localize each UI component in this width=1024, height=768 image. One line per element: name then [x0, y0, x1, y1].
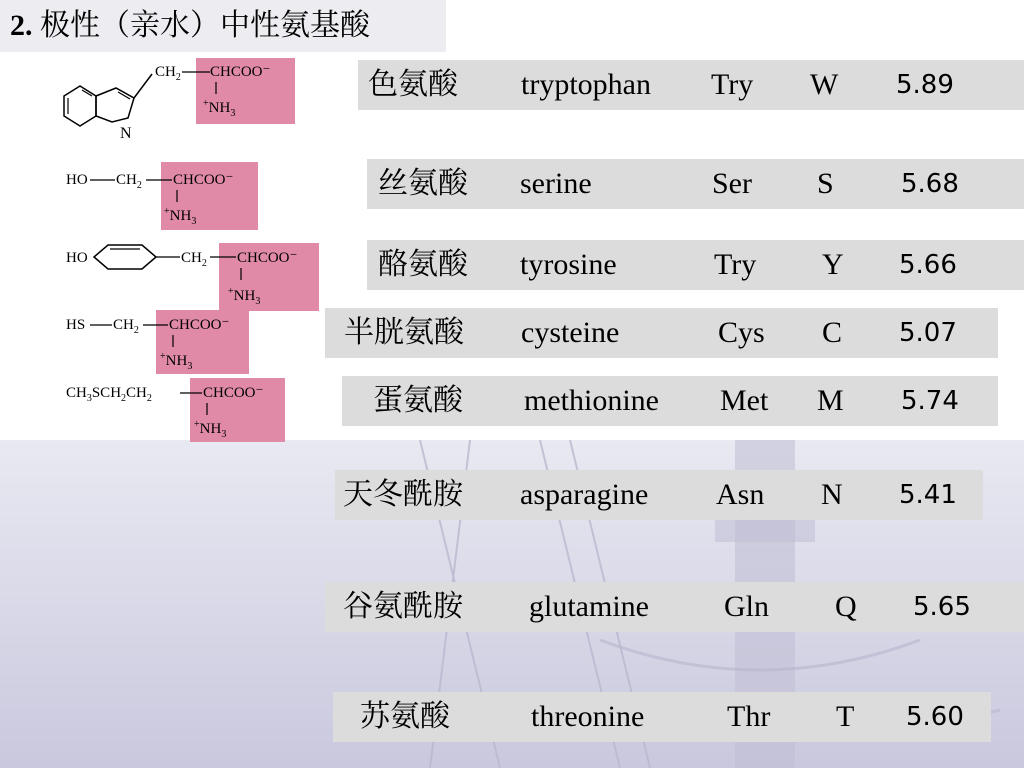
met-amino: $^+NH_3$ [194, 419, 227, 440]
tyr-amino: $^+NH_3$ [228, 286, 261, 307]
row-three-letter-code: Try [711, 68, 754, 101]
row-three-letter-code: Try [714, 248, 757, 281]
amino-acid-row-serine [367, 159, 1024, 209]
row-chinese-name: 蛋氨酸 [373, 384, 463, 417]
tyrosine-structure [66, 243, 319, 311]
tyr-ch2: $CH_2$ [181, 250, 207, 269]
amino-acid-row-methionine [342, 376, 998, 426]
trp-carboxyl: CHCOO⁻ [210, 64, 271, 80]
cys-group: HS [66, 317, 86, 333]
row-english-name: cysteine [521, 316, 620, 349]
trp-benzene-ring [64, 86, 96, 126]
row-one-letter-code: Y [822, 248, 844, 281]
row-isoelectric-point: 5.60 [906, 702, 964, 732]
row-english-name: tryptophan [521, 68, 651, 101]
row-isoelectric-point: 5.66 [899, 250, 957, 280]
structural-formulas [60, 56, 330, 446]
trp-ring-n: N [120, 125, 132, 142]
row-isoelectric-point: 5.89 [896, 70, 954, 100]
row-chinese-name: 天冬酰胺 [343, 478, 463, 511]
row-one-letter-code: W [810, 68, 839, 101]
slide-title [0, 0, 446, 52]
row-chinese-name: 酪氨酸 [378, 248, 468, 281]
amino-acid-row-threonine [333, 692, 991, 742]
row-chinese-name: 谷氨酰胺 [343, 590, 463, 623]
methionine-structure [66, 378, 285, 442]
amino-acid-row-tryptophan [358, 60, 1024, 110]
met-chain: $CH_3SCH_2CH_2$ [66, 385, 152, 404]
cys-carboxyl: CHCOO⁻ [169, 317, 230, 333]
row-one-letter-code: M [817, 384, 844, 417]
ser-group: HO [66, 172, 88, 188]
tyr-carboxyl: CHCOO⁻ [237, 250, 298, 266]
row-one-letter-code: C [822, 316, 843, 349]
row-three-letter-code: Gln [724, 590, 769, 623]
tyr-group: HO [66, 250, 88, 266]
row-chinese-name: 色氨酸 [368, 68, 458, 101]
row-chinese-name: 苏氨酸 [360, 700, 450, 733]
row-english-name: asparagine [520, 478, 649, 511]
amino-acid-row-tyrosine [367, 240, 1024, 290]
row-chinese-name: 丝氨酸 [378, 167, 468, 200]
row-english-name: serine [520, 167, 592, 200]
row-three-letter-code: Cys [718, 316, 765, 349]
row-three-letter-code: Met [720, 384, 769, 417]
row-one-letter-code: S [817, 167, 834, 200]
ser-carboxyl: CHCOO⁻ [173, 172, 234, 188]
row-isoelectric-point: 5.74 [901, 386, 959, 416]
row-english-name: glutamine [529, 590, 649, 623]
row-english-name: tyrosine [520, 248, 617, 281]
cysteine-structure [66, 310, 249, 374]
row-chinese-name: 半胱氨酸 [344, 316, 464, 349]
amino-acid-row-asparagine [335, 470, 983, 520]
row-one-letter-code: Q [835, 590, 857, 623]
row-three-letter-code: Ser [712, 167, 752, 200]
cys-ch2: $CH_2$ [113, 317, 139, 336]
row-isoelectric-point: 5.68 [901, 169, 959, 199]
title-number: 2. [10, 9, 33, 42]
row-three-letter-code: Thr [727, 700, 771, 733]
ser-amino: $^+NH_3$ [164, 206, 197, 227]
row-english-name: methionine [524, 384, 659, 417]
met-carboxyl: CHCOO⁻ [203, 385, 264, 401]
amino-acid-row-cysteine [325, 308, 998, 358]
row-one-letter-code: T [836, 700, 855, 733]
row-one-letter-code: N [821, 478, 843, 511]
amino-acid-row-glutamine [325, 582, 1024, 632]
row-three-letter-code: Asn [716, 478, 765, 511]
trp-pyrrole-ring [96, 88, 134, 122]
trp-amino: $^+NH_3$ [203, 98, 236, 119]
row-isoelectric-point: 5.65 [913, 592, 971, 622]
tryptophan-structure [64, 58, 295, 142]
trp-ch2: $CH_2$ [155, 64, 181, 83]
title-text: 极性（亲水）中性氨基酸 [40, 9, 370, 42]
serine-structure [66, 162, 258, 230]
cys-amino: $^+NH_3$ [160, 351, 193, 372]
row-isoelectric-point: 5.41 [899, 480, 957, 510]
ser-ch2: $CH_2$ [116, 172, 142, 191]
row-english-name: threonine [531, 700, 645, 733]
row-isoelectric-point: 5.07 [899, 318, 957, 348]
